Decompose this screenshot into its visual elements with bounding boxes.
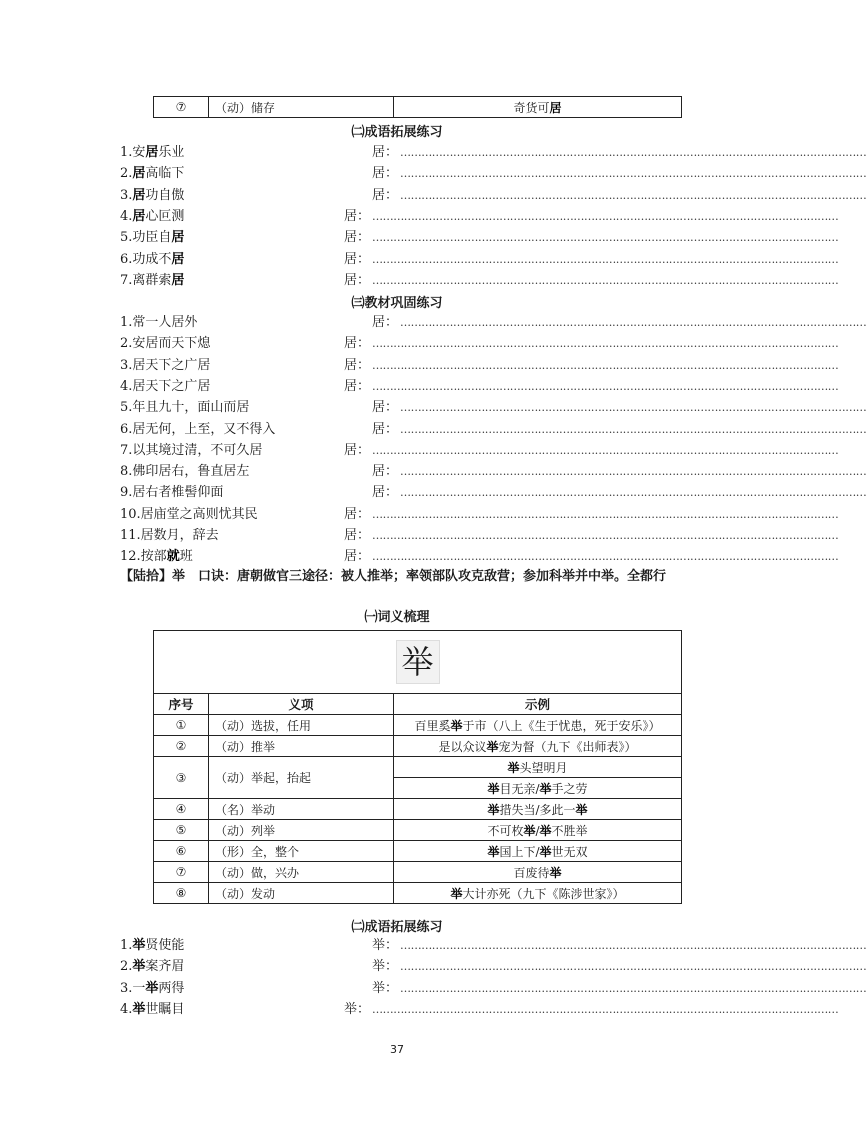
header-meaning: 义项 [209,694,394,715]
exercise-item [120,1000,184,1020]
exercise-item [120,334,210,354]
keyword: 居 [145,145,159,160]
answer-label: 举： [372,980,399,996]
answer-label: 居： [372,315,399,330]
exercise-item [120,441,262,461]
example-text: 百里奚 [414,718,451,733]
answer-blank[interactable]: …………………………………………………………………………………………………………………… [400,465,866,479]
table-row [154,736,682,757]
exercise-text: 8.佛印居右，鲁直居左 [120,464,250,480]
answer-blank[interactable]: …………………………………………………………………………………………………………………… [400,960,866,974]
exercise-text: 贤使能 [145,938,185,953]
exercise-text: 11.居数月，辞去 [120,528,219,543]
answer-blank[interactable]: …………………………………………………………………………………………………………………… [372,252,839,266]
header-num: 序号 [154,694,209,715]
exercise-item [120,547,193,567]
answer-blank[interactable]: …………………………………………………………………………………………………………………… [372,337,839,351]
row-example [394,862,682,883]
answer-label: 居： [344,357,371,373]
answer-blank[interactable]: …………………………………………………………………………………………………………………… [372,231,839,245]
answer-label: 居： [372,187,399,203]
row-example [394,883,682,904]
example-text: 大计亦死（九下《陈涉世家》） [462,886,625,901]
exercise-text: 1.常一人居外 [120,315,198,330]
keyword: 居 [171,251,185,267]
answer-blank[interactable]: …………………………………………………………………………………………………………………… [400,316,866,329]
keyword: 居 [132,208,146,224]
exercise-text: 高临下 [145,166,185,182]
example-text: 不胜举 [551,823,588,838]
exercise-text: 世瞩目 [145,1001,185,1017]
exercise-text: 4. [120,1001,133,1017]
exercise-item [120,313,197,333]
header-example: 示例 [394,694,682,715]
exercise-text: 3. [120,187,133,203]
keyword: 举 [549,865,562,880]
exercise-text: 两得 [158,980,185,996]
page-number: 37 [390,1043,404,1056]
row-number: ④ [154,799,209,820]
exercise-item [120,936,184,956]
row-number: ⑧ [154,883,209,904]
keyword: 居 [132,187,146,203]
keyword: 举 [487,844,500,859]
answer-blank[interactable]: …………………………………………………………………………………………………………………… [400,486,866,500]
answer-blank[interactable]: …………………………………………………………………………………………………………………… [400,981,866,995]
exercise-text: 案齐眉 [145,959,185,975]
section-title-idiom-ju: ㈡成语拓展练习 [351,125,443,140]
keyword: 举 [539,781,552,796]
row-meaning: （形）全，整个 [209,841,394,862]
exercise-item [120,979,184,999]
header-row [154,694,682,715]
answer-label: 居： [344,442,371,458]
example-text: 措失当/多此一 [499,802,576,817]
answer-label: 居： [344,230,371,246]
row-number: ⑥ [154,841,209,862]
table-row [154,862,682,883]
exercise-text: 乐业 [158,145,185,160]
row-number: ⑦ [154,97,209,118]
row-number: ① [154,715,209,736]
exercise-text: 1. [120,938,133,953]
answer-blank[interactable]: …………………………………………………………………………………………………………………… [372,379,839,393]
top-table [153,96,682,118]
keyword: 举 [145,980,159,996]
answer-label: 居： [344,208,371,224]
row-example [394,757,682,778]
answer-blank[interactable]: …………………………………………………………………………………………………………………… [372,507,839,521]
section-title-textbook: ㈢教材巩固练习 [351,296,443,311]
keyword: 居 [132,166,146,182]
exercise-item [120,228,184,248]
answer-blank[interactable]: …………………………………………………………………………………………………………………… [400,401,866,415]
exercise-text: 3.居天下之广居 [120,357,211,373]
exercise-text: 12.按部 [120,549,167,565]
answer-blank[interactable]: …………………………………………………………………………………………………………………… [400,422,866,436]
example-text: 世无双 [551,844,588,859]
answer-blank[interactable]: …………………………………………………………………………………………………………………… [372,550,839,564]
keyword: 举 [523,823,536,838]
keyword: 就 [166,549,180,565]
row-example [394,799,682,820]
table-row [154,715,682,736]
table-row [154,799,682,820]
exercise-item [120,957,184,977]
answer-label: 居： [372,166,399,182]
row-example [394,778,682,799]
exercise-text: 5.年且九十，面山而居 [120,400,250,416]
row-number: ③ [154,757,209,799]
exercise-text: 4. [120,208,133,224]
table-row [154,883,682,904]
exercise-text: 7.以其境过清，不可久居 [120,442,263,458]
example-text: 目无亲/ [499,781,540,796]
answer-label: 居： [372,464,399,480]
example-text: 头望明月 [519,760,568,775]
example-text: 宠为督（九下《出师表》） [498,739,637,754]
keyword: 居 [171,230,185,246]
exercise-text: 班 [179,549,193,565]
row-meaning: （动）举起，抬起 [209,757,394,799]
keyword: 举 [450,886,463,901]
table-row [154,757,682,778]
character-row [154,631,682,694]
row-number: ⑤ [154,820,209,841]
row-number: ② [154,736,209,757]
row-meaning: （名）举动 [209,799,394,820]
featured-character: 举 [396,640,440,684]
answer-label: 居： [372,485,399,501]
row-meaning: （动）做，兴办 [209,862,394,883]
table-row [154,841,682,862]
row-example [394,841,682,862]
example-text: 百废待 [513,865,550,880]
exercise-text: 2. [120,959,133,975]
exercise-item [120,164,184,184]
row-meaning: （动）发动 [209,883,394,904]
meaning-table [153,630,682,904]
answer-blank[interactable]: …………………………………………………………………………………………………………………… [372,529,839,542]
section-title-meaning: ㈠词义梳理 [364,610,430,625]
keyword: 举 [507,760,520,775]
answer-label: 居： [344,251,371,267]
exercise-item [120,143,184,163]
row-meaning: （动）选拔，任用 [209,715,394,736]
answer-blank[interactable]: …………………………………………………………………………………………………………………… [372,209,839,223]
example-text: 手之劳 [551,781,588,796]
exercise-text: 3.一 [120,980,146,996]
exercise-item [120,250,184,270]
answer-blank[interactable]: …………………………………………………………………………………………………………………… [400,167,866,181]
exercise-item [120,271,184,291]
section-title-idiom-ju2: ㈡成语拓展练习 [351,920,443,935]
answer-label: 举： [344,1001,371,1017]
answer-label: 居： [372,400,399,416]
row-example [394,715,682,736]
exercise-item [120,398,249,418]
exercise-text: 6.功成不 [120,251,172,267]
row-example [394,820,682,841]
answer-blank[interactable]: …………………………………………………………………………………………………………………… [400,939,866,952]
answer-label: 居： [344,506,371,522]
exercise-item [120,483,223,503]
row-meaning: （动）列举 [209,820,394,841]
exercise-text: 9.居右者椎髻仰面 [120,485,224,501]
keyword: 居 [171,272,185,288]
answer-label: 居： [344,378,371,394]
example-text: 不可枚 [487,823,524,838]
answer-blank[interactable]: …………………………………………………………………………………………………………………… [372,443,839,457]
answer-label: 居： [344,528,371,543]
exercise-text: 10.居庙堂之高则忧其民 [120,506,258,522]
keyword: 举 [487,781,500,796]
keyword: 举 [539,823,552,838]
exercise-text: 5.功臣自 [120,230,172,246]
exercise-text: 2. [120,166,133,182]
row-meaning: （动）储存 [209,97,394,118]
mnemonic-note: 【陆拾】举 口诀：唐朝做官三途径：被人推举；率领部队攻克敌营；参加科举并中举。全都行 [120,569,667,584]
exercise-text: 2.安居而天下熄 [120,336,211,352]
exercise-text: 6.居无何，上至，又不得入 [120,421,276,437]
example-text: 国上下/ [499,844,540,859]
answer-label: 居： [372,145,399,160]
exercise-item [120,356,210,376]
answer-label: 举： [372,938,399,953]
keyword: 举 [132,959,146,975]
row-example: 奇货可居 [394,97,682,118]
exercise-item [120,420,275,440]
exercise-item [120,526,219,546]
table-row [154,820,682,841]
row-example [394,736,682,757]
row-number: ⑦ [154,862,209,883]
exercise-item [120,207,184,227]
answer-label: 居： [344,549,371,565]
exercise-item [120,186,184,206]
exercise-text: 7.离群索 [120,272,172,288]
keyword: 举 [539,844,552,859]
example-text: 是以众议 [438,739,487,754]
row-meaning: （动）推举 [209,736,394,757]
example-text: 于市（八上《生于忧患，死于安乐》） [462,718,661,733]
keyword: 举 [132,1001,146,1017]
exercise-text: 功自傲 [145,187,185,203]
exercise-text: 1.安 [120,145,146,160]
keyword: 举 [487,802,500,817]
exercise-text: 心叵测 [145,208,185,224]
answer-blank[interactable]: …………………………………………………………………………………………………………………… [400,146,866,159]
exercise-item [120,377,210,397]
answer-blank[interactable]: …………………………………………………………………………………………………………………… [372,1002,839,1016]
keyword: 举 [486,739,499,754]
answer-label: 居： [344,336,371,352]
answer-label: 居： [372,421,399,437]
answer-label: 居： [344,272,371,288]
keyword: 举 [450,718,463,733]
exercise-item [120,462,249,482]
keyword: 举 [132,938,146,953]
exercise-text: 4.居天下之广居 [120,378,211,394]
example-text: / [535,823,540,838]
answer-label: 举： [372,959,399,975]
table-row [154,97,682,118]
answer-blank[interactable]: …………………………………………………………………………………………………………………… [400,188,866,202]
exercise-item [120,505,258,525]
answer-blank[interactable]: …………………………………………………………………………………………………………………… [372,358,839,372]
answer-blank[interactable]: …………………………………………………………………………………………………………………… [372,273,839,287]
keyword: 举 [575,802,588,817]
